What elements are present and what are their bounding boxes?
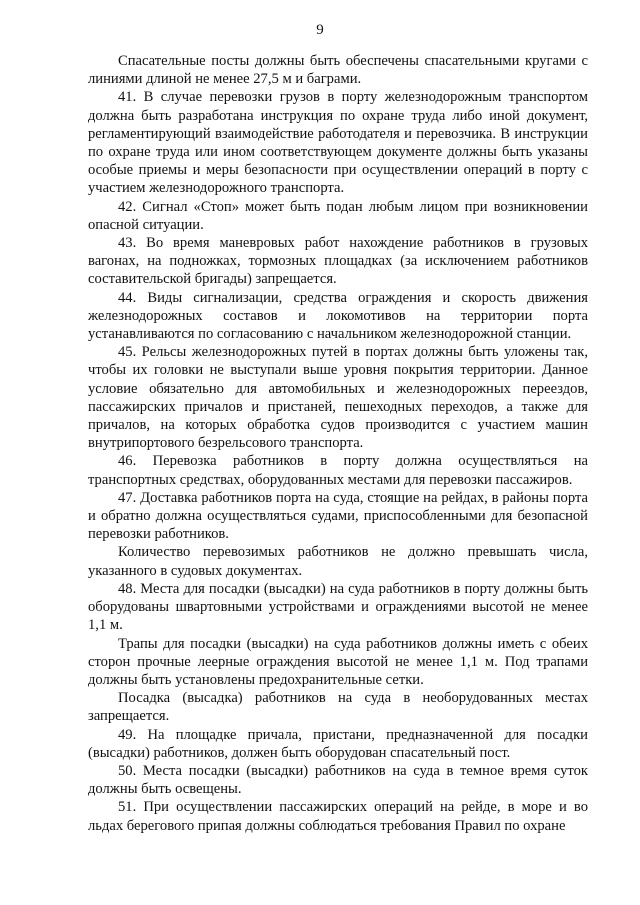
paragraph-49: 49. На площадке причала, пристани, предназначенной для посадки (высадки) работников, должен быть оборудован спасательный пост.	[88, 726, 588, 761]
paragraph-45: 45. Рельсы железнодорожных путей в портах должны быть уложены так, чтобы их головки не выступали выше уровня покрытия территории. Данное условие обязательно для автомобильных и железнодорожных переездов, пассажирских причалов и пристаней, пешеходных переходов, а также для причалов, на которых обработка судов производится с участием машин внутрипортового безрельсового транспорта.	[88, 344, 588, 452]
paragraph-42: 42. Сигнал «Стоп» может быть подан любым лицом при возникновении опасной ситуации.	[88, 198, 588, 233]
paragraph-47-count: Количество перевозимых работников не должно превышать числа, указанного в судовых документах.	[88, 544, 588, 579]
paragraph-51: 51. При осуществлении пассажирских операций на рейде, в море и во льдах берегового припая должны соблюдаться требования Правил по охране	[88, 799, 588, 834]
paragraph-43: 43. Во время маневровых работ нахождение работников в грузовых вагонах, на подножках, тормозных площадках (за исключением работников составительской бригады) запрещается.	[88, 235, 588, 288]
paragraph-46: 46. Перевозка работников в порту должна осуществляться на транспортных средствах, оборудованных местами для перевозки пассажиров.	[88, 453, 588, 488]
paragraph-48-ladders: Трапы для посадки (высадки) на суда работников должны иметь с обеих сторон прочные леерные ограждения высотой не менее 1,1 м. Под трапами должны быть установлены предохранительные сетки.	[88, 635, 588, 688]
paragraph-48-prohibited: Посадка (высадка) работников на суда в необорудованных местах запрещается.	[88, 690, 588, 725]
paragraph-41: 41. В случае перевозки грузов в порту железнодорожным транспортом должна быть разработана инструкция по охране труда либо иной документ, регламентирующий взаимодействие работодателя и перевозчика. В инструкции по охране труда или ином соответствующем документе должны быть указаны особые приемы и меры безопасности при осуществлении операций в порту с участием железнодорожного транспорта.	[88, 89, 588, 197]
paragraph-rescue-posts: Спасательные посты должны быть обеспечены спасательными кругами с линиями длиной не менее 27,5 м и баграми.	[88, 53, 588, 88]
document-body	[88, 52, 588, 835]
page-number: 9	[316, 22, 324, 38]
paragraph-50: 50. Места посадки (высадки) работников на суда в темное время суток должны быть освещены.	[88, 762, 588, 798]
paragraph-48: 48. Места для посадки (высадки) на суда работников в порту должны быть оборудованы швартовными устройствами и ограждениями высотой не менее 1,1 м.	[88, 580, 588, 634]
paragraph-44: 44. Виды сигнализации, средства ограждения и скорость движения железнодорожных составов и локомотивов на территории порта устанавливаются по согласованию с начальником железнодорожной станции.	[88, 289, 588, 343]
paragraph-47: 47. Доставка работников порта на суда, стоящие на рейдах, в районы порта и обратно должна осуществляться судами, приспособленными для безопасной перевозки работников.	[88, 489, 588, 543]
